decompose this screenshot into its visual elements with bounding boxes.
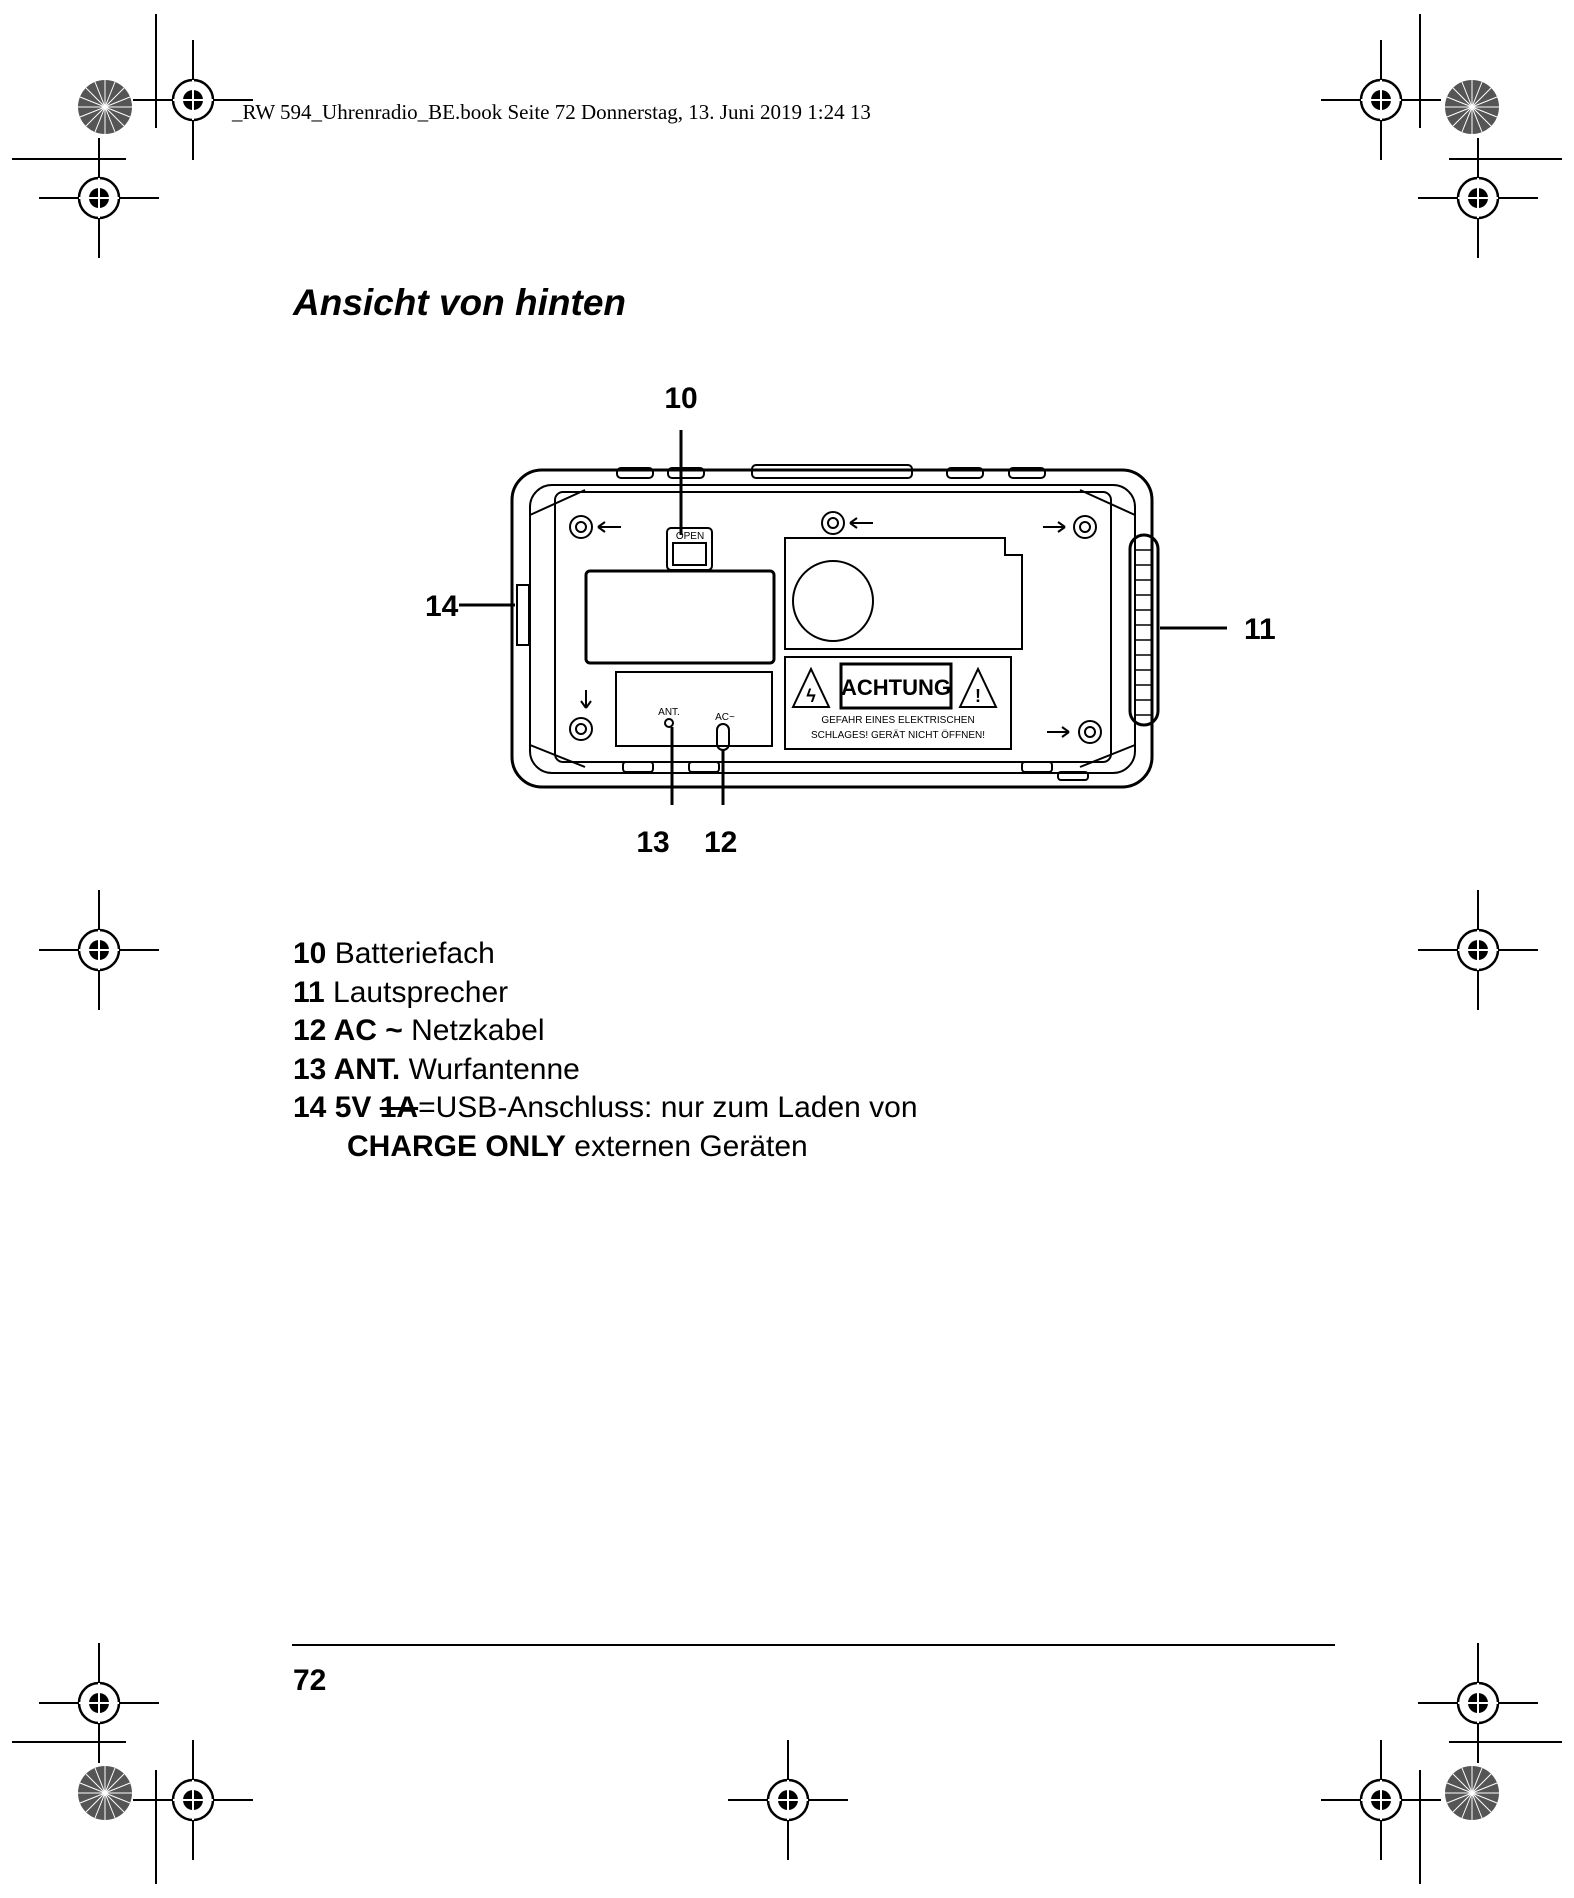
legend-text: externen Geräten <box>565 1129 808 1163</box>
ant-label: ANT. <box>658 707 680 718</box>
legend-item-14-continued <box>293 1128 918 1167</box>
callout-12: 12 <box>704 826 738 859</box>
legend-item-12 <box>293 1012 918 1051</box>
legend-number: 14 <box>293 1091 327 1124</box>
section-title: Ansicht von hinten <box>293 282 626 323</box>
print-header: _RW 594_Uhrenradio_BE.book Seite 72 Donnerstag, 13. Juni 2019 1:24 13 <box>232 100 871 124</box>
connector-panel <box>616 672 772 746</box>
battery-compartment <box>586 571 774 663</box>
callout-14: 14 <box>425 590 459 623</box>
ac-label: AC~ <box>715 712 735 723</box>
legend-item-14 <box>293 1089 918 1128</box>
legend-code: ANT. <box>326 1052 401 1086</box>
legend-item-13 <box>293 1051 918 1090</box>
legend-number: 11 <box>293 975 325 1009</box>
legend-text: Wurfantenne <box>400 1052 580 1086</box>
legend-code: AC ~ <box>326 1014 403 1047</box>
antenna-socket <box>665 719 673 727</box>
callout-13: 13 <box>636 826 670 859</box>
speaker-plate <box>785 538 1022 649</box>
legend-number: 10 <box>293 937 327 970</box>
legend-text: Netzkabel <box>402 1014 545 1047</box>
lightning-icon: ϟ <box>806 686 816 706</box>
rear-view-diagram <box>395 375 1295 875</box>
callout-10: 10 <box>664 382 698 415</box>
legend-number: 13 <box>293 1052 327 1086</box>
legend-item-10 <box>293 935 918 974</box>
legend-text: Lautsprecher <box>324 975 509 1009</box>
warning-line1: GEFAHR EINES ELEKTRISCHEN <box>821 715 975 726</box>
open-label: OPEN <box>675 531 705 542</box>
parts-legend <box>293 935 918 1166</box>
callout-11: 11 <box>1244 613 1276 646</box>
speaker-grille-circle <box>793 561 873 641</box>
legend-number: 12 <box>293 1014 327 1047</box>
legend-text: Batteriefach <box>326 937 495 970</box>
exclamation-icon: ! <box>975 686 981 706</box>
legend-item-11 <box>293 974 918 1013</box>
legend-code: 5V <box>326 1091 380 1124</box>
footer-rule <box>292 1644 1335 1646</box>
legend-text: =USB-Anschluss: nur zum Laden von <box>418 1091 918 1124</box>
warning-line2: SCHLAGES! GERÄT NICHT ÖFFNEN! <box>810 730 986 741</box>
legend-strike: 1A <box>379 1091 419 1124</box>
legend-code: CHARGE ONLY <box>347 1129 566 1163</box>
page-number: 72 <box>293 1664 327 1697</box>
achtung-label: ACHTUNG <box>841 675 951 700</box>
usb-port <box>517 585 529 645</box>
